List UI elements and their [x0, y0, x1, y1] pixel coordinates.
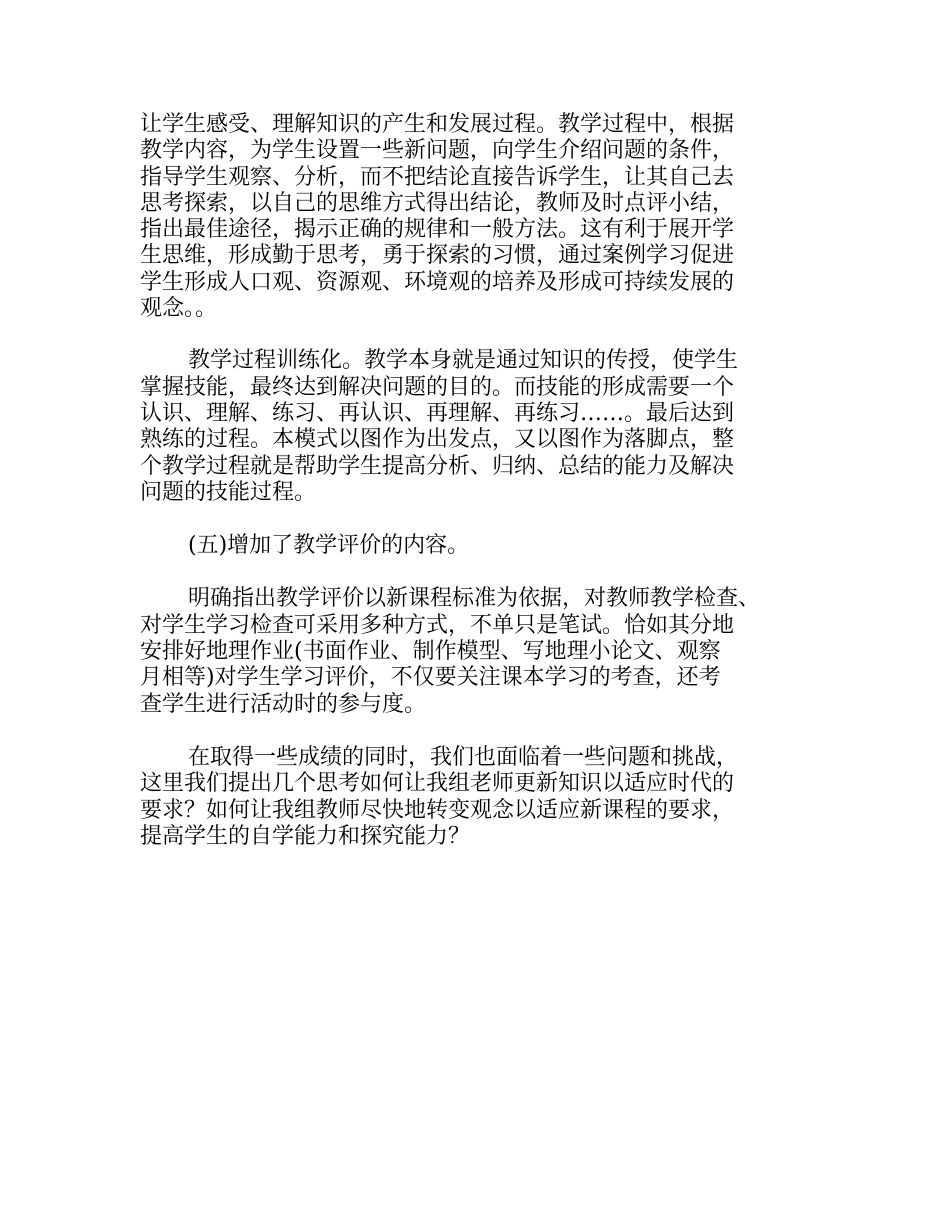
text-line: 这里我们提出几个思考如何让我组老师更新知识以适应时代的 — [140, 771, 735, 797]
text-line: 教学过程训练化。教学本身就是通过知识的传授，使学生 — [188, 348, 739, 374]
paragraph-evaluation — [140, 586, 840, 717]
paragraph-training — [140, 348, 840, 506]
text-line: 在取得一些成绩的同时，我们也面临着一些问题和挑战， — [188, 744, 739, 770]
text-line: 学生形成人口观、资源观、环境观的培养及形成可持续发展的 — [140, 269, 735, 295]
text-line: 月相等)对学生学习评价，不仅要关注课本学习的考查，还考 — [140, 665, 721, 691]
document-body — [140, 112, 840, 850]
text-line: 指出最佳途径，揭示正确的规律和一般方法。这有利于展开学 — [140, 217, 735, 243]
text-line: 对学生学习检查可采用多种方式，不单只是笔试。恰如其分地 — [140, 612, 735, 638]
text-line: 明确指出教学评价以新课程标准为依据，对教师教学检查、 — [188, 586, 761, 612]
text-line: 让学生感受、理解知识的产生和发展过程。教学过程中，根据 — [140, 112, 735, 137]
text-line: 个教学过程就是帮助学生提高分析、归纳、总结的能力及解决 — [140, 453, 735, 479]
text-line: 要求？如何让我组教师尽快地转变观念以适应新课程的要求， — [140, 797, 735, 823]
text-line: 指导学生观察、分析，而不把结论直接告诉学生，让其自己去 — [140, 164, 735, 190]
text-line: 问题的技能过程。 — [140, 479, 317, 505]
text-line: 教学内容，为学生设置一些新问题，向学生介绍问题的条件， — [140, 138, 735, 164]
text-line: 安排好地理作业(书面作业、制作模型、写地理小论文、观察 — [140, 639, 721, 665]
text-line: 提高学生的自学能力和探究能力？ — [140, 823, 471, 849]
section-heading: (五)增加了教学评价的内容。 — [188, 533, 470, 559]
text-line: 掌握技能，最终达到解决问题的目的。而技能的形成需要一个 — [140, 374, 735, 400]
section-heading-evaluation — [140, 533, 840, 559]
text-line: 思考探索，以自己的思维方式得出结论，教师及时点评小结， — [140, 190, 735, 216]
paragraph-learning-process — [140, 112, 840, 322]
text-line: 认识、理解、练习、再认识、再理解、再练习……。最后达到 — [140, 400, 735, 426]
text-line: 生思维，形成勤于思考，勇于探索的习惯，通过案例学习促进 — [140, 243, 735, 269]
text-line: 观念。。 — [140, 296, 218, 322]
text-line: 查学生进行活动时的参与度。 — [140, 691, 427, 717]
paragraph-challenges — [140, 745, 840, 850]
text-line: 熟练的过程。本模式以图作为出发点，又以图作为落脚点，整 — [140, 427, 735, 453]
